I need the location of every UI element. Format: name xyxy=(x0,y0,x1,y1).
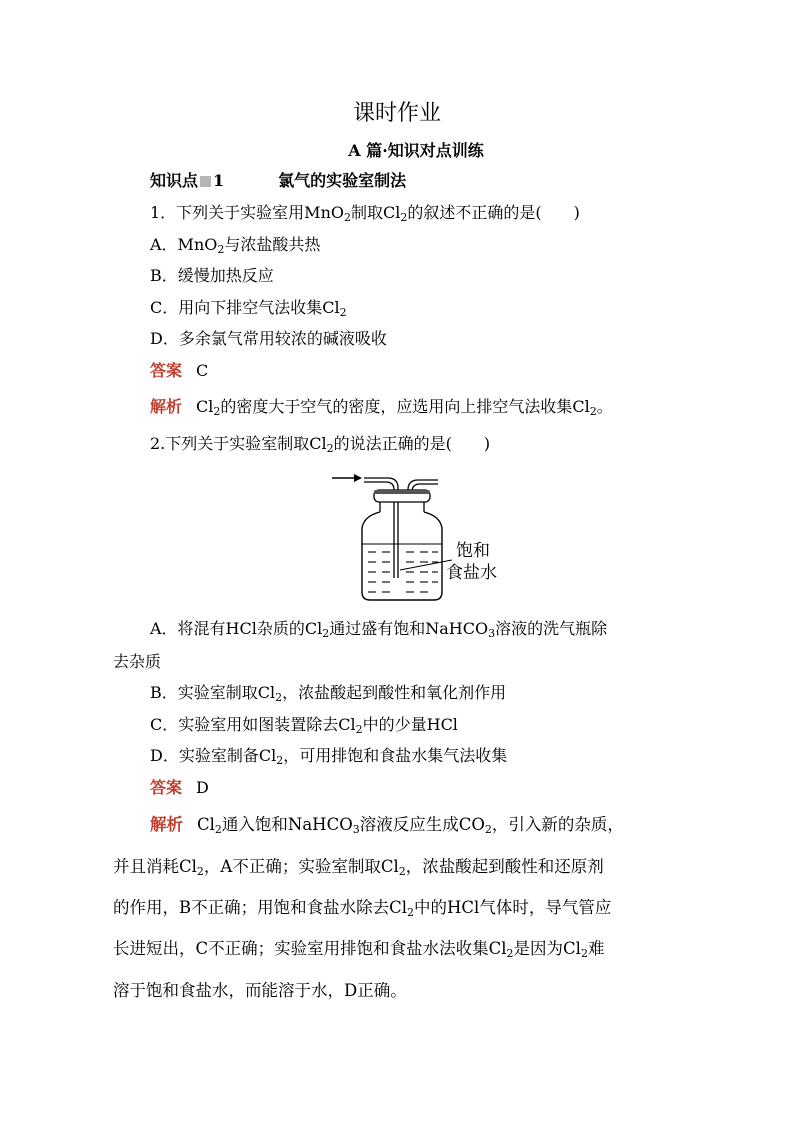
question-1-analysis: 解析 $Cl_2$的密度大于空气的密度，应选用向上排空气法收集$Cl_2$。 xyxy=(150,397,613,418)
answer-value: D xyxy=(196,778,209,797)
analysis-label: 解析 xyxy=(150,815,183,834)
figure-label-line1: 饱和 xyxy=(456,541,490,561)
answer-label: 答案 xyxy=(150,778,183,797)
knowledge-point-heading xyxy=(150,170,406,192)
question-2-option-a-line2: 去杂质 xyxy=(113,652,162,671)
question-1-answer xyxy=(150,360,208,382)
question-2-option-d: D．实验室制备$Cl_2$，可用排饱和食盐水集气法收集 xyxy=(150,746,508,767)
question-2-analysis-line4: 长进短出，C不正确；实验室用排饱和食盐水法收集$Cl_2$是因为$Cl_2$难 xyxy=(113,939,605,960)
question-2-option-c: C．实验室用如图装置除去$Cl_2$中的少量HCl xyxy=(150,715,458,736)
question-2-analysis-line5: 溶于饱和食盐水，而能溶于水，D正确。 xyxy=(113,981,407,1000)
analysis-label: 解析 xyxy=(150,397,183,416)
knowledge-point-label: 知识点 xyxy=(150,171,199,190)
inlet-arrow-icon xyxy=(332,474,362,482)
question-1-option-a: A．MnO$_2$与浓盐酸共热 xyxy=(150,235,321,256)
liquid-hatching xyxy=(368,552,438,592)
square-marker-icon xyxy=(200,176,211,187)
page-title: 课时作业 xyxy=(352,101,441,126)
question-2-option-b: B．实验室制取$Cl_2$，浓盐酸起到酸性和氧化剂作用 xyxy=(150,683,507,704)
question-2-stem: 2.下列关于实验室制取$Cl_2$的说法正确的是( ) xyxy=(150,434,491,455)
question-2-analysis-line1: 解析 $Cl_2$通入饱和NaHCO$_3$溶液反应生成$CO_2$，引入新的杂质， xyxy=(150,815,624,836)
question-1-option-b: B．缓慢加热反应 xyxy=(150,266,274,285)
question-1-option-d: D．多余氯气常用较浓的碱液吸收 xyxy=(150,329,387,348)
gas-washing-bottle-diagram xyxy=(318,466,514,608)
question-2-answer xyxy=(150,777,209,799)
answer-label: 答案 xyxy=(150,361,183,380)
question-2-analysis-line2: 并且消耗$Cl_2$，A不正确；实验室制取$Cl_2$，浓盐酸起到酸性和还原剂 xyxy=(113,857,604,878)
question-2-analysis-line3: 的作用，B不正确；用饱和食盐水除去$Cl_2$中的HCl气体时，导气管应 xyxy=(113,898,612,919)
knowledge-point-topic: 氯气的实验室制法 xyxy=(278,171,407,190)
section-subtitle: A 篇·知识对点训练 xyxy=(348,141,484,160)
question-1-option-c: C．用向下排空气法收集$Cl_2$ xyxy=(150,298,347,319)
answer-value: C xyxy=(196,361,209,380)
knowledge-point-number: 1 xyxy=(213,171,225,190)
question-2-option-a-line1: A．将混有HCl杂质的$Cl_2$通过盛有饱和NaHCO$_3$溶液的洗气瓶除 xyxy=(150,619,608,640)
question-1-stem: 1．下列关于实验室用MnO$_2$制取$Cl_2$的叙述不正确的是( ) xyxy=(150,203,580,224)
figure-label-line2: 食盐水 xyxy=(446,563,497,583)
